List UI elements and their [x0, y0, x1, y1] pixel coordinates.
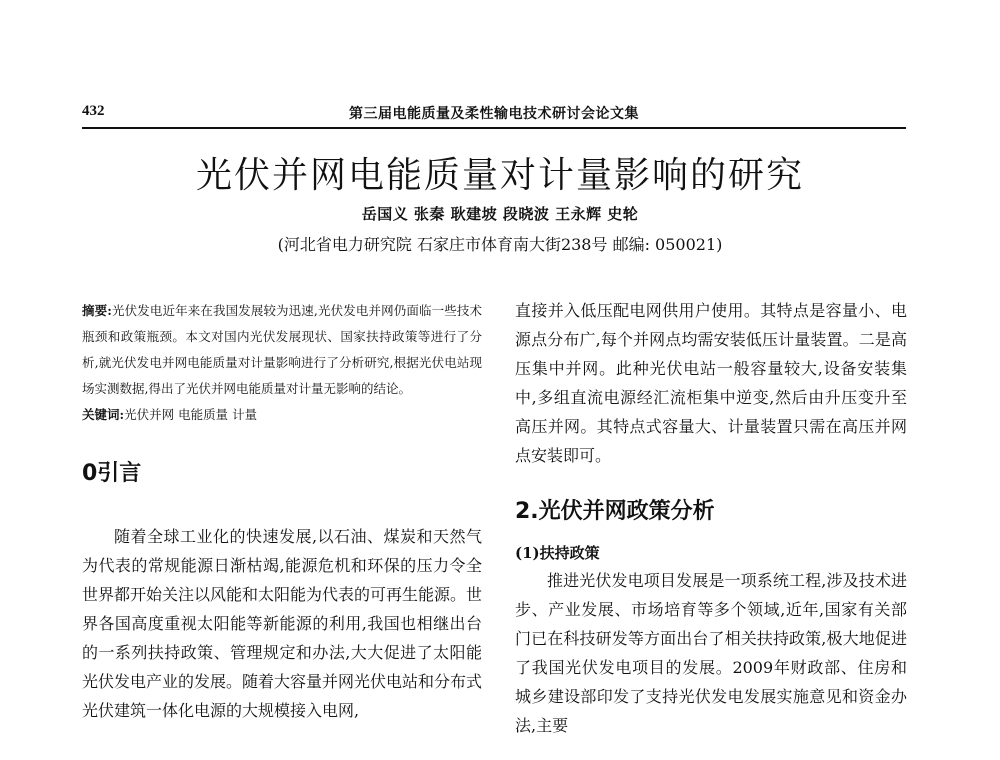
affiliation: (河北省电力研究院 石家庄市体育南大街238号 邮编: 050021) [277, 235, 723, 254]
keywords-label: 关键词: [82, 407, 125, 422]
page-number: 432 [82, 103, 105, 119]
authors: 岳国义 张秦 耿建坡 段晓波 王永辉 史轮 [361, 205, 639, 223]
continuation-paragraph: 直接并入低压配电网供用户使用。其特点是容量小、电源点分布广,每个并网点均需安装低压计量装置。二是高压集中并网。此种光伏电站一般容量较大,设备安装集中,多组直流电源经汇流柜集中逆变,然后由升压变升至高压并网。其特点式容量大、计量装置只需在高压并网点安装即可。 [515, 301, 907, 465]
keywords [82, 402, 482, 428]
paper-title: 光伏并网电能质量对计量影响的研究 [195, 155, 804, 196]
page-header [82, 103, 906, 129]
subsection-heading-support-policy: (1)扶持政策 [515, 544, 600, 562]
abstract-label: 摘要: [82, 303, 112, 318]
section-heading-policy: 2.光伏并网政策分析 [515, 499, 715, 524]
keywords-text: 光伏并网 电能质量 计量 [124, 407, 258, 422]
abstract [82, 298, 482, 402]
journal-title: 第三届电能质量及柔性输电技术研讨会论文集 [349, 106, 639, 122]
introduction-paragraph: 随着全球工业化的快速发展,以石油、煤炭和天然气为代表的常规能源日渐枯竭,能源危机和环保的压力令全世界都开始关注以风能和太阳能为代表的可再生能源。世界各国高度重视太阳能等新能源的利用,我国也相继出台的一系列扶持政策、管理规定和办法,大大促进了太阳能光伏发电产业的发展。随着大容量并网光伏电站和分布式光伏建筑一体化电源的大规模接入电网, [82, 527, 483, 720]
policy-paragraph: 推进光伏发电项目发展是一项系统工程,涉及技术进步、产业发展、市场培育等多个领域,近年,国家有关部门已在科技研发等方面出台了相关扶持政策,极大地促进了我国光伏发电项目的发展。2009年财政部、住房和城乡建设部印发了支持光伏发电发展实施意见和资金办法,主要 [515, 571, 907, 735]
left-column [82, 298, 482, 725]
abstract-text: 光伏发电近年来在我国发展较为迅速,光伏发电并网仍面临一些技术瓶颈和政策瓶颈。本文对国内光伏发展现状、国家扶持政策等进行了分析,就光伏发电并网电能质量对计量影响进行了分析研究,根据光伏电站现场实测数据,得出了光伏并网电能质量对计量无影响的结论。 [82, 303, 482, 396]
right-column [515, 296, 907, 740]
section-heading-introduction: 0引言 [82, 461, 142, 486]
